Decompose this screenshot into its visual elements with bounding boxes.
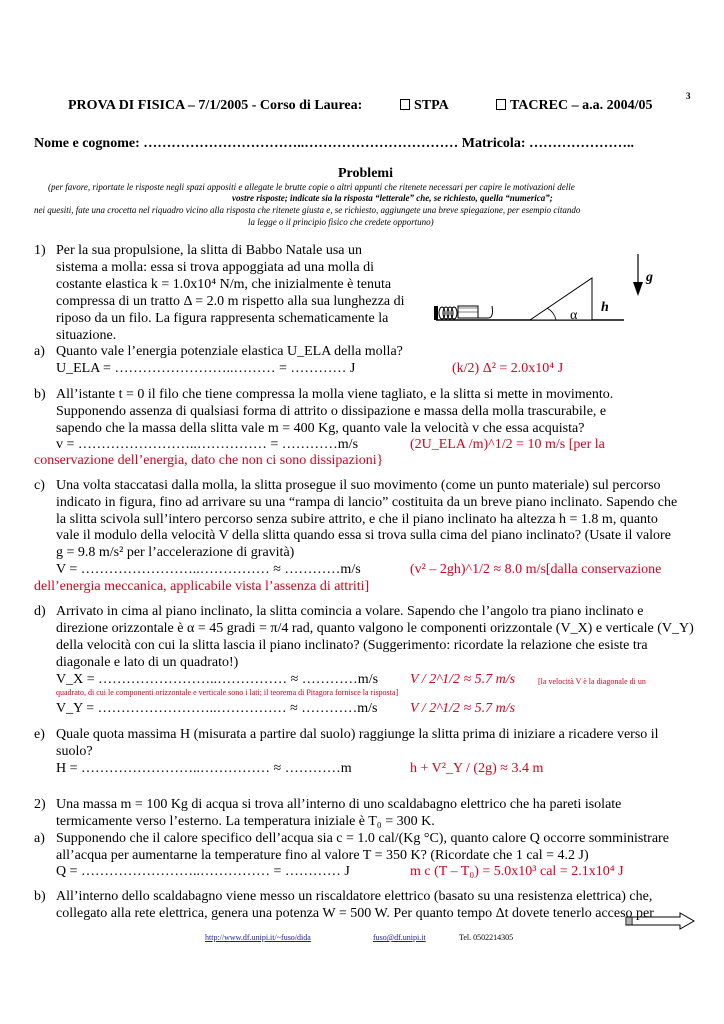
q1d-solution-y: V / 2^1/2 ≈ 5.7 m/s [410,701,516,716]
problem1-line6: situazione. [56,328,117,343]
q1c-line1: Una volta staccatasi dalla molla, la slitta prosegue il suo movimento (come un punto materiale) sul percorso [56,478,661,493]
footer-phone: Tel. 0502214305 [459,933,514,942]
q2a-answer-line: Q = ……………………..…………… = ………… J [56,864,350,879]
q1c-answer-line: V = ……………………..…………… ≈ …………m/s [56,562,361,577]
problem2-line2: termicamente verso l’esterno. La temperatura iniziale è T₀ = 300 K. [56,814,435,829]
name-matricola-line: Nome e cognome: ……………………………..…………………………… Matricola: ………………….. [34,136,634,151]
sled [458,306,493,318]
q1b-label: b) [34,387,46,402]
q1d-line3: della velocità con cui la slitta lascia il piano inclinato? (Suggerimento: ricordate la relazione che esiste tra [56,638,648,653]
option-tacrec[interactable] [496,98,652,114]
section-title: Problemi [338,166,393,181]
q2a-line1: Supponendo che il calore specifico dell’acqua sia c = 1.0 cal/(Kg °C), quanto calore Q occorre somministrare [56,831,669,846]
q1e-label: e) [34,727,45,742]
figure-spring-ramp [432,250,672,330]
q1a-answer-line: U_ELA = ……………………..……… = ………… J [56,361,356,376]
instructions-line3: nei quesiti, fate una crocetta nel riquadro vicino alla risposta che ritenete giusta e, se richiesto, aggiungete una breve spiegazione, per esempio citando [34,205,581,215]
q1c-label: c) [34,478,45,493]
problem2-line1: Una massa m = 100 Kg di acqua si trova all’interno di uno scaldabagno elettrico che ha pareti isolate [56,797,622,812]
instructions-line1: (per favore, riportate le risposte negli spazi appositi e allegate le brutte copie o altri appunti che ritenete necessari per capire le motivazioni delle [48,182,575,192]
problem1-number: 1) [34,243,46,258]
q1c-line3: la slitta scivola sull’intero percorso senza subire attrito, e che il piano inclinato ha altezza h = 1.8 m, quanto [56,512,658,527]
option-stpa[interactable] [400,98,449,114]
footer-email-link[interactable]: fuso@df.unipi.it [373,933,426,942]
q1d-note-line2: quadrato, di cui le componenti orizzontale e verticale sono i lati; il teorema di Pitagora fornisce la risposta] [56,688,399,697]
q1c-solution: (v² – 2gh)^1/2 ≈ 8.0 m/s[dalla conservazione [410,562,662,577]
q1a-label: a) [34,344,45,359]
ramp [530,278,592,320]
q1c-line4: vale il modulo della velocità V della slitta quando essa si trova sulla cima del piano inclinato? (Usate il valore [56,528,671,543]
figure-h-label: h [601,300,609,315]
problem2-number: 2) [34,797,46,812]
q1a-question: Quanto vale l’energia potenziale elastica U_ELA della molla? [56,344,403,359]
q1d-line1: Arrivato in cima al piano inclinato, la slitta comincia a volare. Sapendo che l’angolo tra piano inclinato e [56,604,644,619]
option-stpa-label: STPA [414,98,449,113]
checkbox-tacrec[interactable] [496,99,506,110]
q1d-note-line1: [la velocità V è la diagonale di un [538,677,646,686]
wall [434,306,438,320]
q1c-line5: g = 9.8 m/s² per l’accelerazione di gravità) [56,545,295,560]
q1e-line1: Quale quota massima H (misurata a partire dal suolo) raggiunge la slitta prima di iniziare a ricadere verso il [56,727,659,742]
q2a-solution: m c (T – T₀) = 5.0x10³ cal = 2.1x10⁴ J [410,864,624,879]
option-tacrec-label: TACREC – a.a. 2004/05 [510,98,653,113]
q1d-line4: diagonale e lato di un quadrato!) [56,655,239,670]
problem1-line5: riposo da un filo. La figura rappresenta schematicamente la [56,311,389,326]
q1b-answer-line: v = ……………………..…………… = …………m/s [56,437,359,452]
instructions-line2: vostre risposte; indicate sia la risposta “letterale” che, se richiesto, quella “numerica”; [232,193,553,203]
q1b-line3: sapendo che la massa della slitta vale m = 400 Kg, quanto vale la velocità v che essa acquista? [56,421,585,436]
q1b-solution-note: conservazione dell’energia, dato che non ci sono dissipazioni} [34,453,384,468]
gravity-arrow [633,254,643,296]
instructions-line4: la legge o il principio fisico che credete opportuno) [248,217,434,227]
q1a-solution: (k/2) Δ² = 2.0x10⁴ J [452,361,564,376]
q1d-answer-y: V_Y = ……………………..…………… ≈ …………m/s [56,701,378,716]
q1b-solution: (2U_ELA /m)^1/2 = 10 m/s [per la [410,437,605,452]
page-number: 3 [686,91,691,101]
exam-title: PROVA DI FISICA – 7/1/2005 - Corso di Laurea: [68,98,363,113]
q1e-solution: h + V²_Y / (2g) ≈ 3.4 m [410,761,544,776]
footer-website-link[interactable]: http://www.df.unipi.it/~fuso/dida [205,933,311,942]
q2b-line1: All’interno dello scaldabagno viene messo un riscaldatore elettrico (basato su una resistenza elettrica) che, [56,889,653,904]
q1b-line1: All’istante t = 0 il filo che tiene compressa la molla viene tagliato, e la slitta si mette in movimento. [56,387,614,402]
figure-alpha-label: α [570,308,578,323]
q2b-label: b) [34,889,46,904]
spring [439,307,457,319]
problem1-line1: Per la sua propulsione, la slitta di Babbo Natale usa un [56,243,362,258]
q2b-line2: collegato alla rete elettrica, genera una potenza W = 500 W. Per quanto tempo Δt dovete tenerlo acceso per [56,906,654,921]
q1d-answer-x: V_X = ……………………..…………… ≈ …………m/s [56,672,379,687]
q1d-line2: direzione orizzontale è α = 45 gradi = π/4 rad, quanto valgono le componenti orizzontale (V_X) e verticale (V_Y) [56,621,694,636]
q1c-solution-note: dell’energia meccanica, applicabile vista l’assenza di attriti] [34,579,370,594]
q2a-line2: all’acqua per aumentarne la temperature fino al valore T = 350 K? (Ricordate che 1 cal = 4.2 J) [56,848,589,863]
problem1-line2: sistema a molla: essa si trova appoggiata ad una molla di [56,260,375,275]
q2a-label: a) [34,831,45,846]
q1c-line2: indicato in figura, fino ad arrivare su una “rampa di lancio” costituita da un breve piano inclinato. Sapendo che [56,495,678,510]
q1b-line2: Supponendo assenza di qualsiasi forma di attrito o dissipazione e massa della molla trascurabile, e [56,404,607,419]
q1d-solution-x: V / 2^1/2 ≈ 5.7 m/s [410,672,516,687]
q1d-label: d) [34,604,46,619]
figure-g-label: g [646,270,653,285]
checkbox-stpa[interactable] [400,99,410,110]
problem1-line4: compressa di un tratto Δ = 2.0 m rispetto alla sua lunghezza di [56,294,405,309]
problem1-line3: costante elastica k = 1.0x10⁴ N/m, che inizialmente è tenuta [56,277,392,292]
q1e-answer-line: H = ……………………..…………… ≈ …………m [56,761,352,776]
q1e-line2: suolo? [56,744,93,759]
next-page-arrow-icon[interactable] [624,912,696,930]
